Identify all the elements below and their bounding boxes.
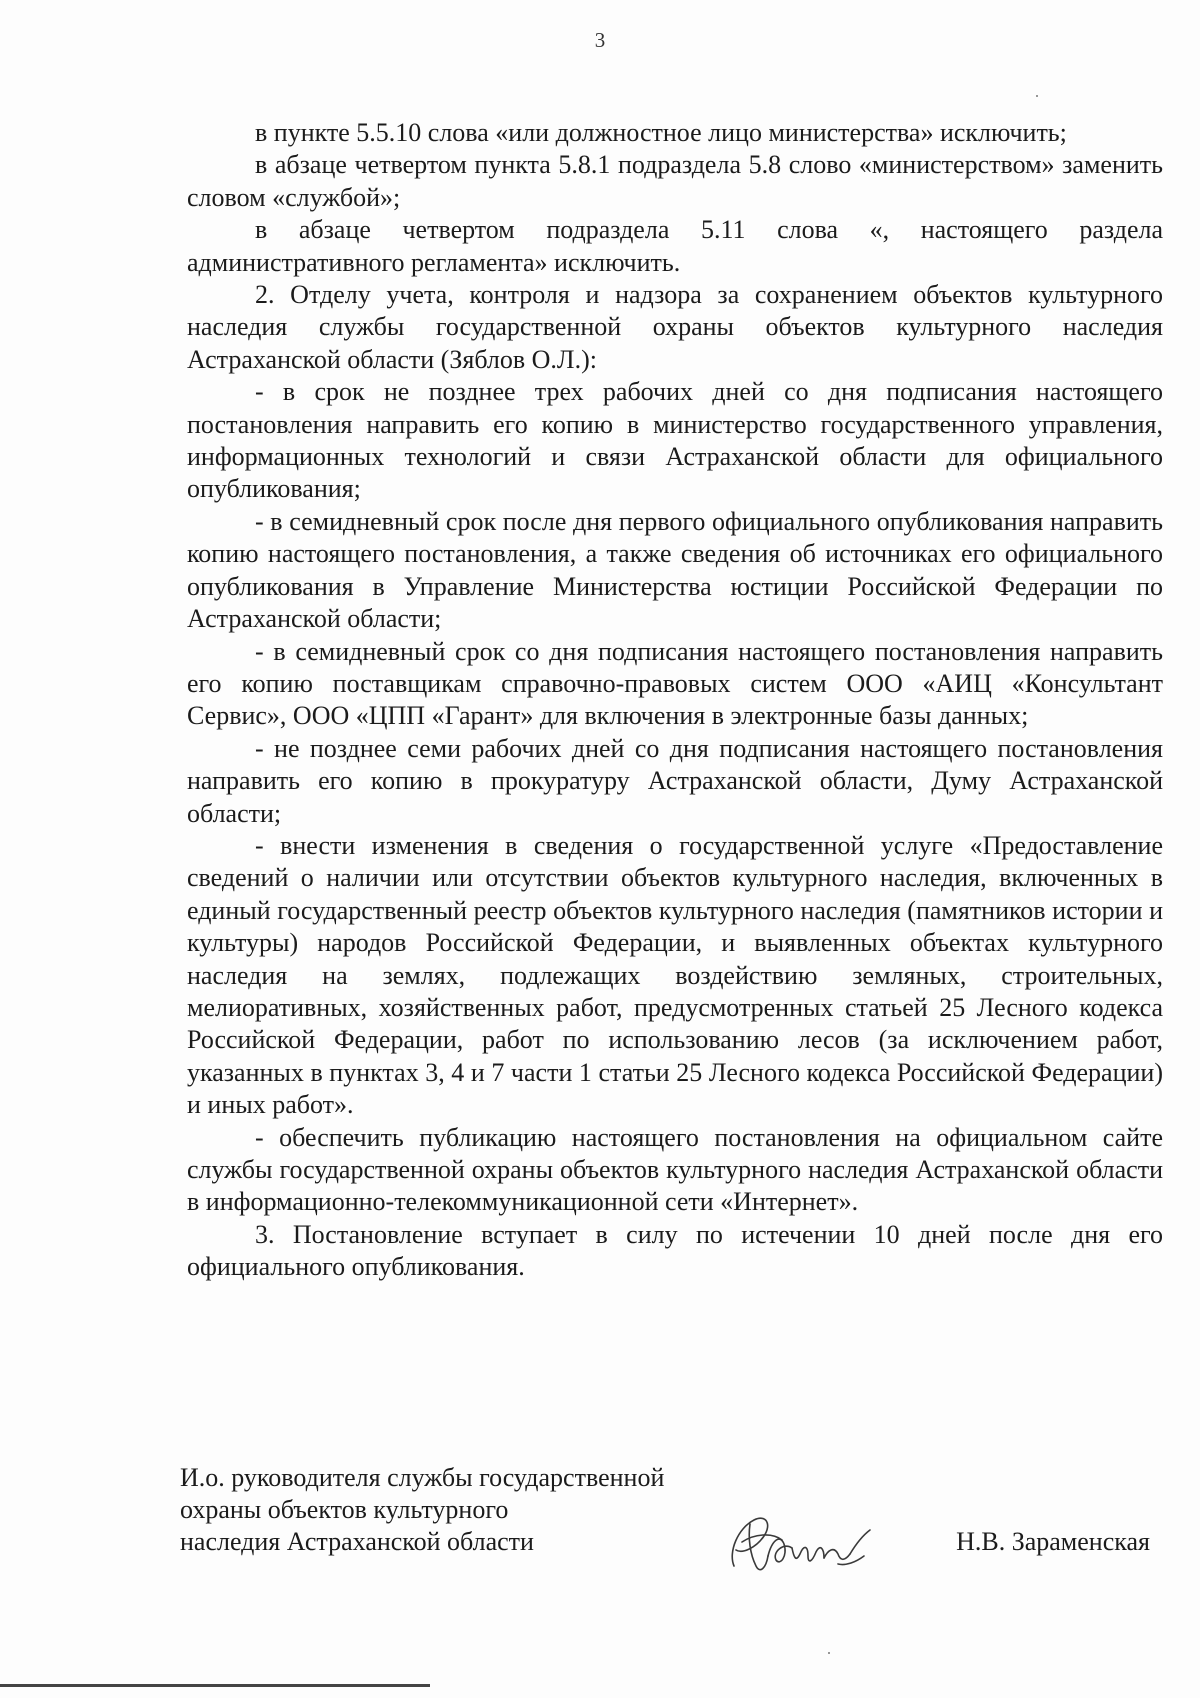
signature-block — [180, 1462, 1160, 1592]
document-body — [187, 117, 1163, 1284]
paragraph-item-3: 3. Постановление вступает в силу по истечении 10 дней после дня его официального опубликования. — [187, 1219, 1163, 1282]
signatory-position-line: наследия Астраханской области — [180, 1527, 534, 1556]
list-item-ministry-of-justice: - в семидневный срок после дня первого официального опубликования направить копию настоящего постановления, а также сведения об источниках его официального опубликования в Управление Министерства юстиции Российской Федерации по Астраханской области; — [187, 506, 1163, 634]
page-number: 3 — [594, 28, 606, 52]
list-item-legal-systems: - в семидневный срок со дня подписания настоящего постановления направить его копию поставщикам справочно-правовых систем ООО «АИЦ «Консультант Сервис», ООО «ЦПП «Гарант» для включения в электронные базы данных; — [187, 636, 1163, 731]
signatory-name: Н.В. Зараменская — [956, 1527, 1150, 1556]
scan-speck — [1036, 95, 1038, 97]
handwritten-signature — [720, 1504, 880, 1584]
paragraph-5-5-10: в пункте 5.5.10 слова «или должностное лицо министерства» исключить; — [255, 118, 1067, 147]
paragraph-item-2: 2. Отделу учета, контроля и надзора за сохранением объектов культурного наследия службы государственной охраны объектов культурного наследия Астраханской области (Зяблов О.Л.): — [187, 280, 1163, 374]
signatory-position-line: И.о. руководителя службы государственной — [180, 1463, 665, 1492]
list-item-prosecutor-duma: - не позднее семи рабочих дней со дня подписания настоящего постановления направить его копию в прокуратуру Астраханской области, Думу Астраханской области; — [187, 733, 1163, 828]
signatory-position-line: охраны объектов культурного — [180, 1495, 509, 1524]
scan-speck — [828, 1652, 830, 1654]
scan-edge-rule — [0, 1684, 430, 1687]
paragraph-5-8-1: в абзаце четвертом пункта 5.8.1 подраздела 5.8 слово «министерством» заменить словом «службой»; — [187, 150, 1163, 212]
list-item-official-publication-copy: - в срок не позднее трех рабочих дней со дня подписания настоящего постановления направить его копию в министерство государственного управления, информационных технологий и связи Астраханской области для официального опубликования; — [187, 377, 1163, 504]
paragraph-5-11: в абзаце четвертом подраздела 5.11 слова «, настоящего раздела административного регламента» исключить. — [187, 215, 1163, 277]
list-item-state-service-changes: - внести изменения в сведения о государственной услуге «Предоставление сведений о наличии или отсутствии объектов культурного наследия, включенных в единый государственный реестр объектов культурного наследия (памятников истории и культуры) народов Российской Федерации, и выявленных объектах культурного наследия на землях, подлежащих воздействию земляных, строительных, мелиоративных, хозяйственных работ, предусмотренных статьей 25 Лесного кодекса Российской Федерации, работ по использованию лесов (за исключением работ, указанных в пунктах 3, 4 и 7 части 1 статьи 25 Лесного кодекса Российской Федерации) и иных работ». — [187, 830, 1163, 1120]
list-item-website-publication: - обеспечить публикацию настоящего постановления на официальном сайте службы государственной охраны объектов культурного наследия Астраханской области в информационно-телекоммуникационной сети «Интернет». — [187, 1122, 1163, 1217]
